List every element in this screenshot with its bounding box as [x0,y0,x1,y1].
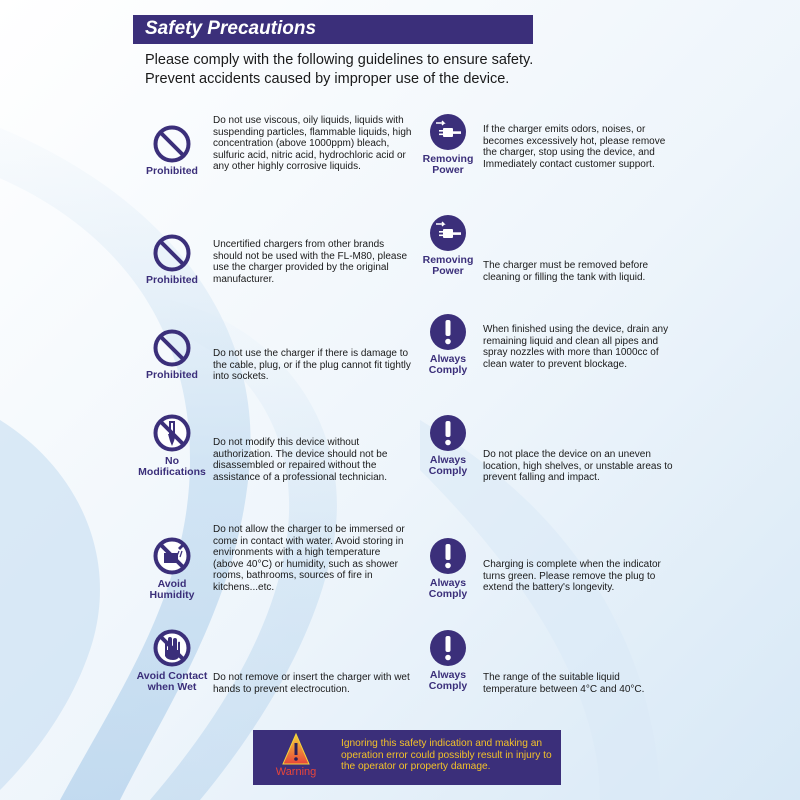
warning-label: Warning [275,766,317,778]
icon-label: No Modifications [138,455,206,478]
warning-text: Ignoring this safety indication and making an operation error could possibly result in injury to the operator or property damage. [341,738,552,772]
warning-icon-cell [257,732,335,783]
precaution-text: If the charger emits odors, noises, or becomes excessively hot, please remove the charger, stop using the device, and Immediately contact customer support. [483,124,666,170]
precaution-text: Charging is complete when the indicator turns green. Please remove the plug to extend the battery's longevity. [483,559,661,593]
precaution-text: Uncertified chargers from other brands should not be used with the FL-M80, please use the charger provided by the original manufacturer. [213,239,408,285]
icon-label: Always Comply [428,577,468,600]
icon-label: Avoid Contact when Wet [136,670,208,693]
icon-label: Always Comply [428,669,468,692]
precaution-text: Do not modify this device without authorization. The device should not be disassembled or repaired without the assistance of a professional technician. [213,437,388,483]
warning-box [253,730,561,785]
precaution-text: Do not remove or insert the charger with wet hands to prevent electrocution. [213,672,410,695]
precaution-text: Do not place the device on an uneven location, high shelves, or unstable areas to prevent falling and impact. [483,449,673,483]
icon-label: Prohibited [146,165,198,177]
icon-label: Avoid Humidity [149,578,195,601]
always-comply-icon [415,536,481,600]
precaution-text: The charger must be removed before cleaning or filling the tank with liquid. [483,260,649,283]
precaution-text: Do not use the charger if there is damage to the cable, plug, or if the plug cannot fit tightly into sockets. [213,348,411,382]
icon-label: Prohibited [146,369,198,381]
avoid-contact-when-wet-icon [130,628,214,693]
always-comply-icon [415,312,481,376]
prohibited-icon [130,233,214,286]
precaution-text: The range of the suitable liquid temperature between 4°C and 40°C. [483,672,645,695]
intro-text [145,51,533,89]
removing-power-icon [415,213,481,277]
always-comply-icon [415,413,481,477]
icon-label: Removing Power [422,254,474,277]
intro-line-1: Please comply with the following guidelines to ensure safety. [145,52,534,68]
prohibited-icon [130,328,214,381]
icon-label: Always Comply [428,353,468,376]
precaution-text: Do not use viscous, oily liquids, liquids with suspending particles, flammable liquids, high concentration (above 1000ppm) bleach, sulfuric acid, nitric acid, hydrochloric acid or any other highly corrosive liquids. [213,115,412,172]
removing-power-icon [415,112,481,176]
title-bar [133,15,533,44]
intro-line-2: Prevent accidents caused by improper use of the device. [145,71,510,87]
always-comply-icon [415,628,481,692]
icon-label: Removing Power [422,153,474,176]
precaution-text: When finished using the device, drain any remaining liquid and clean all pipes and spray nozzles with more than 1000cc of clean water to prevent blockage. [483,324,669,370]
avoid-humidity-icon [130,536,214,601]
page-title: Safety Precautions [145,18,317,39]
icon-label: Always Comply [428,454,468,477]
precaution-text: Do not allow the charger to be immersed or come in contact with water. Avoid storing in environments with a high temperature (above 40°C) or humidity, such as shower rooms, bathrooms, sources of fire in kitchens...etc. [213,524,405,593]
no-modifications-icon [130,413,214,478]
prohibited-icon [130,124,214,177]
icon-label: Prohibited [146,274,198,286]
warning-triangle-icon [281,732,311,766]
